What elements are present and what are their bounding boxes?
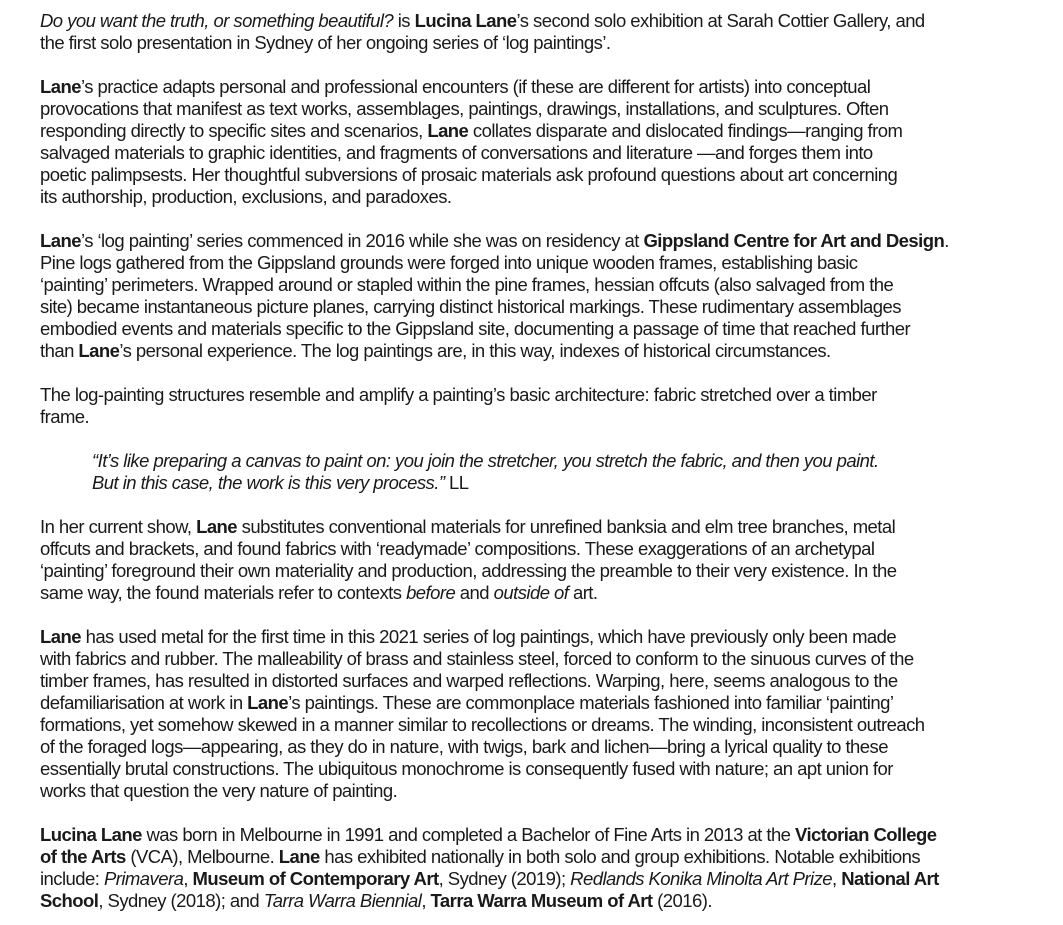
- exhibition-name: Primavera: [103, 868, 184, 889]
- text-run: the first solo presentation in Sydney of her ongoing series of ‘log paintings’.: [40, 32, 611, 53]
- text-line: [40, 186, 902, 208]
- text-run: Pine logs gathered from the Gippsland grounds were forged into unique wooden frames, establishing basic: [40, 252, 858, 273]
- text-run: timber frames, has resulted in distorted surfaces and warped reflections. Warping, here, seems analogous to the: [40, 670, 898, 691]
- text-run: with fabrics and rubber. The malleability of brass and stainless steel, forced to conform to the sinuous curves of the: [40, 648, 914, 669]
- artist-quote: [92, 450, 879, 494]
- text-run: was born in Melbourne in 1991 and completed a Bachelor of Fine Arts in 2013 at the: [141, 824, 796, 845]
- institution-name: of the Arts: [40, 846, 126, 867]
- text-line: [92, 450, 879, 472]
- current-show-paragraph: [40, 516, 896, 604]
- text-line: [40, 76, 902, 98]
- text-line: [40, 692, 925, 714]
- artist-name: Lane: [247, 692, 289, 713]
- text-run: of the foraged logs—appearing, as they do in nature, with twigs, bark and lichen—bring a lyrical quality to these: [40, 736, 888, 757]
- artist-name: Lucina Lane: [414, 10, 517, 31]
- text-line: [40, 274, 949, 296]
- text-line: [40, 142, 902, 164]
- text-run: ,: [421, 890, 431, 911]
- text-run: ‘painting’ perimeters. Wrapped around or stapled within the pine frames, hessian offcuts (also salvaged from the: [40, 274, 894, 295]
- quote-text: But in this case, the work is this very process.”: [92, 472, 445, 493]
- institution-name: Victorian College: [795, 824, 937, 845]
- text-run: substitutes conventional materials for unrefined banksia and elm tree branches, metal: [237, 516, 896, 537]
- artist-name: Lane: [40, 230, 81, 251]
- text-run: , Sydney (2019);: [438, 868, 571, 889]
- text-run: ,: [183, 868, 193, 889]
- text-run: (2016).: [652, 890, 712, 911]
- text-run: has used metal for the first time in this 2021 series of log paintings, which have previously only been made: [80, 626, 897, 647]
- text-run: .: [944, 230, 949, 251]
- exhibition-name: Tarra Warra Biennial: [263, 890, 422, 911]
- text-line: [40, 758, 925, 780]
- text-run: embodied events and materials specific to the Gippsland site, documenting a passage of time that reached further: [40, 318, 911, 339]
- text-run: ,: [832, 868, 842, 889]
- text-run: (VCA), Melbourne.: [125, 846, 279, 867]
- text-line: [40, 406, 877, 428]
- text-run: same way, the found materials refer to contexts: [40, 582, 407, 603]
- text-line: [40, 318, 949, 340]
- text-run: works that question the very nature of painting.: [40, 780, 398, 801]
- text-run: has exhibited nationally in both solo and group exhibitions. Notable exhibitions: [319, 846, 921, 867]
- artist-name: Lucina Lane: [40, 824, 142, 845]
- structures-paragraph: [40, 384, 877, 428]
- text-run: offcuts and brackets, and found fabrics with ‘readymade’ compositions. These exaggerations of an archetypal: [40, 538, 875, 559]
- text-run: include:: [40, 868, 104, 889]
- text-run: ‘painting’ foreground their own materiality and production, addressing the preamble to their very existence. In the: [40, 560, 897, 581]
- text-line: [40, 384, 877, 406]
- institution-name: National Art: [841, 868, 939, 889]
- artist-name: Lane: [427, 120, 469, 141]
- text-line: [40, 582, 896, 604]
- quote-attribution: LL: [444, 472, 469, 493]
- text-line: [40, 846, 939, 868]
- text-line: [40, 32, 925, 54]
- text-run: art.: [568, 582, 598, 603]
- text-line: [40, 714, 925, 736]
- artist-name: Lane: [40, 76, 81, 97]
- text-run: poetic palimpsests. Her thoughtful subversions of prosaic materials ask profound questions about art concerning: [40, 164, 898, 185]
- text-line: [40, 626, 925, 648]
- text-line: [40, 890, 939, 912]
- text-line: [40, 296, 949, 318]
- text-line: [40, 10, 925, 32]
- text-run: defamiliarisation at work in: [40, 692, 248, 713]
- text-run: ’s practice adapts personal and professional encounters (if these are different for artists) into conceptual: [80, 76, 871, 97]
- text-line: [40, 340, 949, 362]
- artist-name: Lane: [78, 340, 120, 361]
- emphasis-text: before: [406, 582, 456, 603]
- text-line: [40, 670, 925, 692]
- text-run: frame.: [40, 406, 90, 427]
- text-line: [40, 780, 925, 802]
- text-run: formations, yet somehow skewed in a manner similar to recollections or dreams. The winding, inconsistent outreach: [40, 714, 925, 735]
- text-line: [40, 868, 939, 890]
- metal-paragraph: [40, 626, 925, 802]
- text-run: , Sydney (2018); and: [98, 890, 264, 911]
- artist-name: Lane: [196, 516, 238, 537]
- institution-name: School: [40, 890, 99, 911]
- text-run: The log-painting structures resemble and amplify a painting’s basic architecture: fabric stretched over a timber: [40, 384, 877, 405]
- exhibition-name: Redlands Konika Minolta Art Prize: [570, 868, 833, 889]
- intro-paragraph: [40, 10, 925, 54]
- emphasis-text: outside of: [493, 582, 569, 603]
- text-line: [40, 648, 925, 670]
- institution-name: Museum of Contemporary Art: [192, 868, 439, 889]
- text-line: [92, 472, 879, 494]
- text-line: [40, 164, 902, 186]
- text-line: [40, 120, 902, 142]
- exhibition-title: Do you want the truth, or something beautiful?: [40, 10, 394, 31]
- practice-paragraph: [40, 76, 902, 208]
- text-run: is: [393, 10, 415, 31]
- quote-text: “It’s like preparing a canvas to paint on: you join the stretcher, you stretch the fabric, and then you paint.: [92, 450, 879, 471]
- text-run: and: [455, 582, 494, 603]
- text-line: [40, 560, 896, 582]
- text-run: ’s ‘log painting’ series commenced in 2016 while she was on residency at: [80, 230, 644, 251]
- institution-name: Tarra Warra Museum of Art: [430, 890, 653, 911]
- biography-paragraph: [40, 824, 939, 912]
- text-run: essentially brutal constructions. The ubiquitous monochrome is consequently fused with nature; an apt union for: [40, 758, 893, 779]
- text-line: [40, 824, 939, 846]
- text-line: [40, 538, 896, 560]
- text-run: its authorship, production, exclusions, and paradoxes.: [40, 186, 452, 207]
- text-run: ’s second solo exhibition at Sarah Cottier Gallery, and: [516, 10, 925, 31]
- text-run: responding directly to specific sites and scenarios,: [40, 120, 428, 141]
- text-line: [40, 98, 902, 120]
- text-run: In her current show,: [40, 516, 197, 537]
- text-run: site) became instantaneous picture planes, carrying distinct historical markings. These rudimentary assemblages: [40, 296, 901, 317]
- text-run: provocations that manifest as text works, assemblages, paintings, drawings, installations, and sculptures. Often: [40, 98, 889, 119]
- text-run: ’s paintings. These are commonplace materials fashioned into familiar ‘painting’: [288, 692, 894, 713]
- artist-name: Lane: [40, 626, 81, 647]
- text-line: [40, 516, 896, 538]
- log-painting-series-paragraph: [40, 230, 949, 362]
- text-line: [40, 230, 949, 252]
- text-run: salvaged materials to graphic identities, and fragments of conversations and literature —and forges them into: [40, 142, 873, 163]
- text-line: [40, 252, 949, 274]
- institution-name: Gippsland Centre for Art and Design: [643, 230, 945, 251]
- text-run: ’s personal experience. The log paintings are, in this way, indexes of historical circumstances.: [119, 340, 831, 361]
- text-run: collates disparate and dislocated findings—ranging from: [468, 120, 903, 141]
- text-run: than: [40, 340, 79, 361]
- artist-name: Lane: [278, 846, 320, 867]
- text-line: [40, 736, 925, 758]
